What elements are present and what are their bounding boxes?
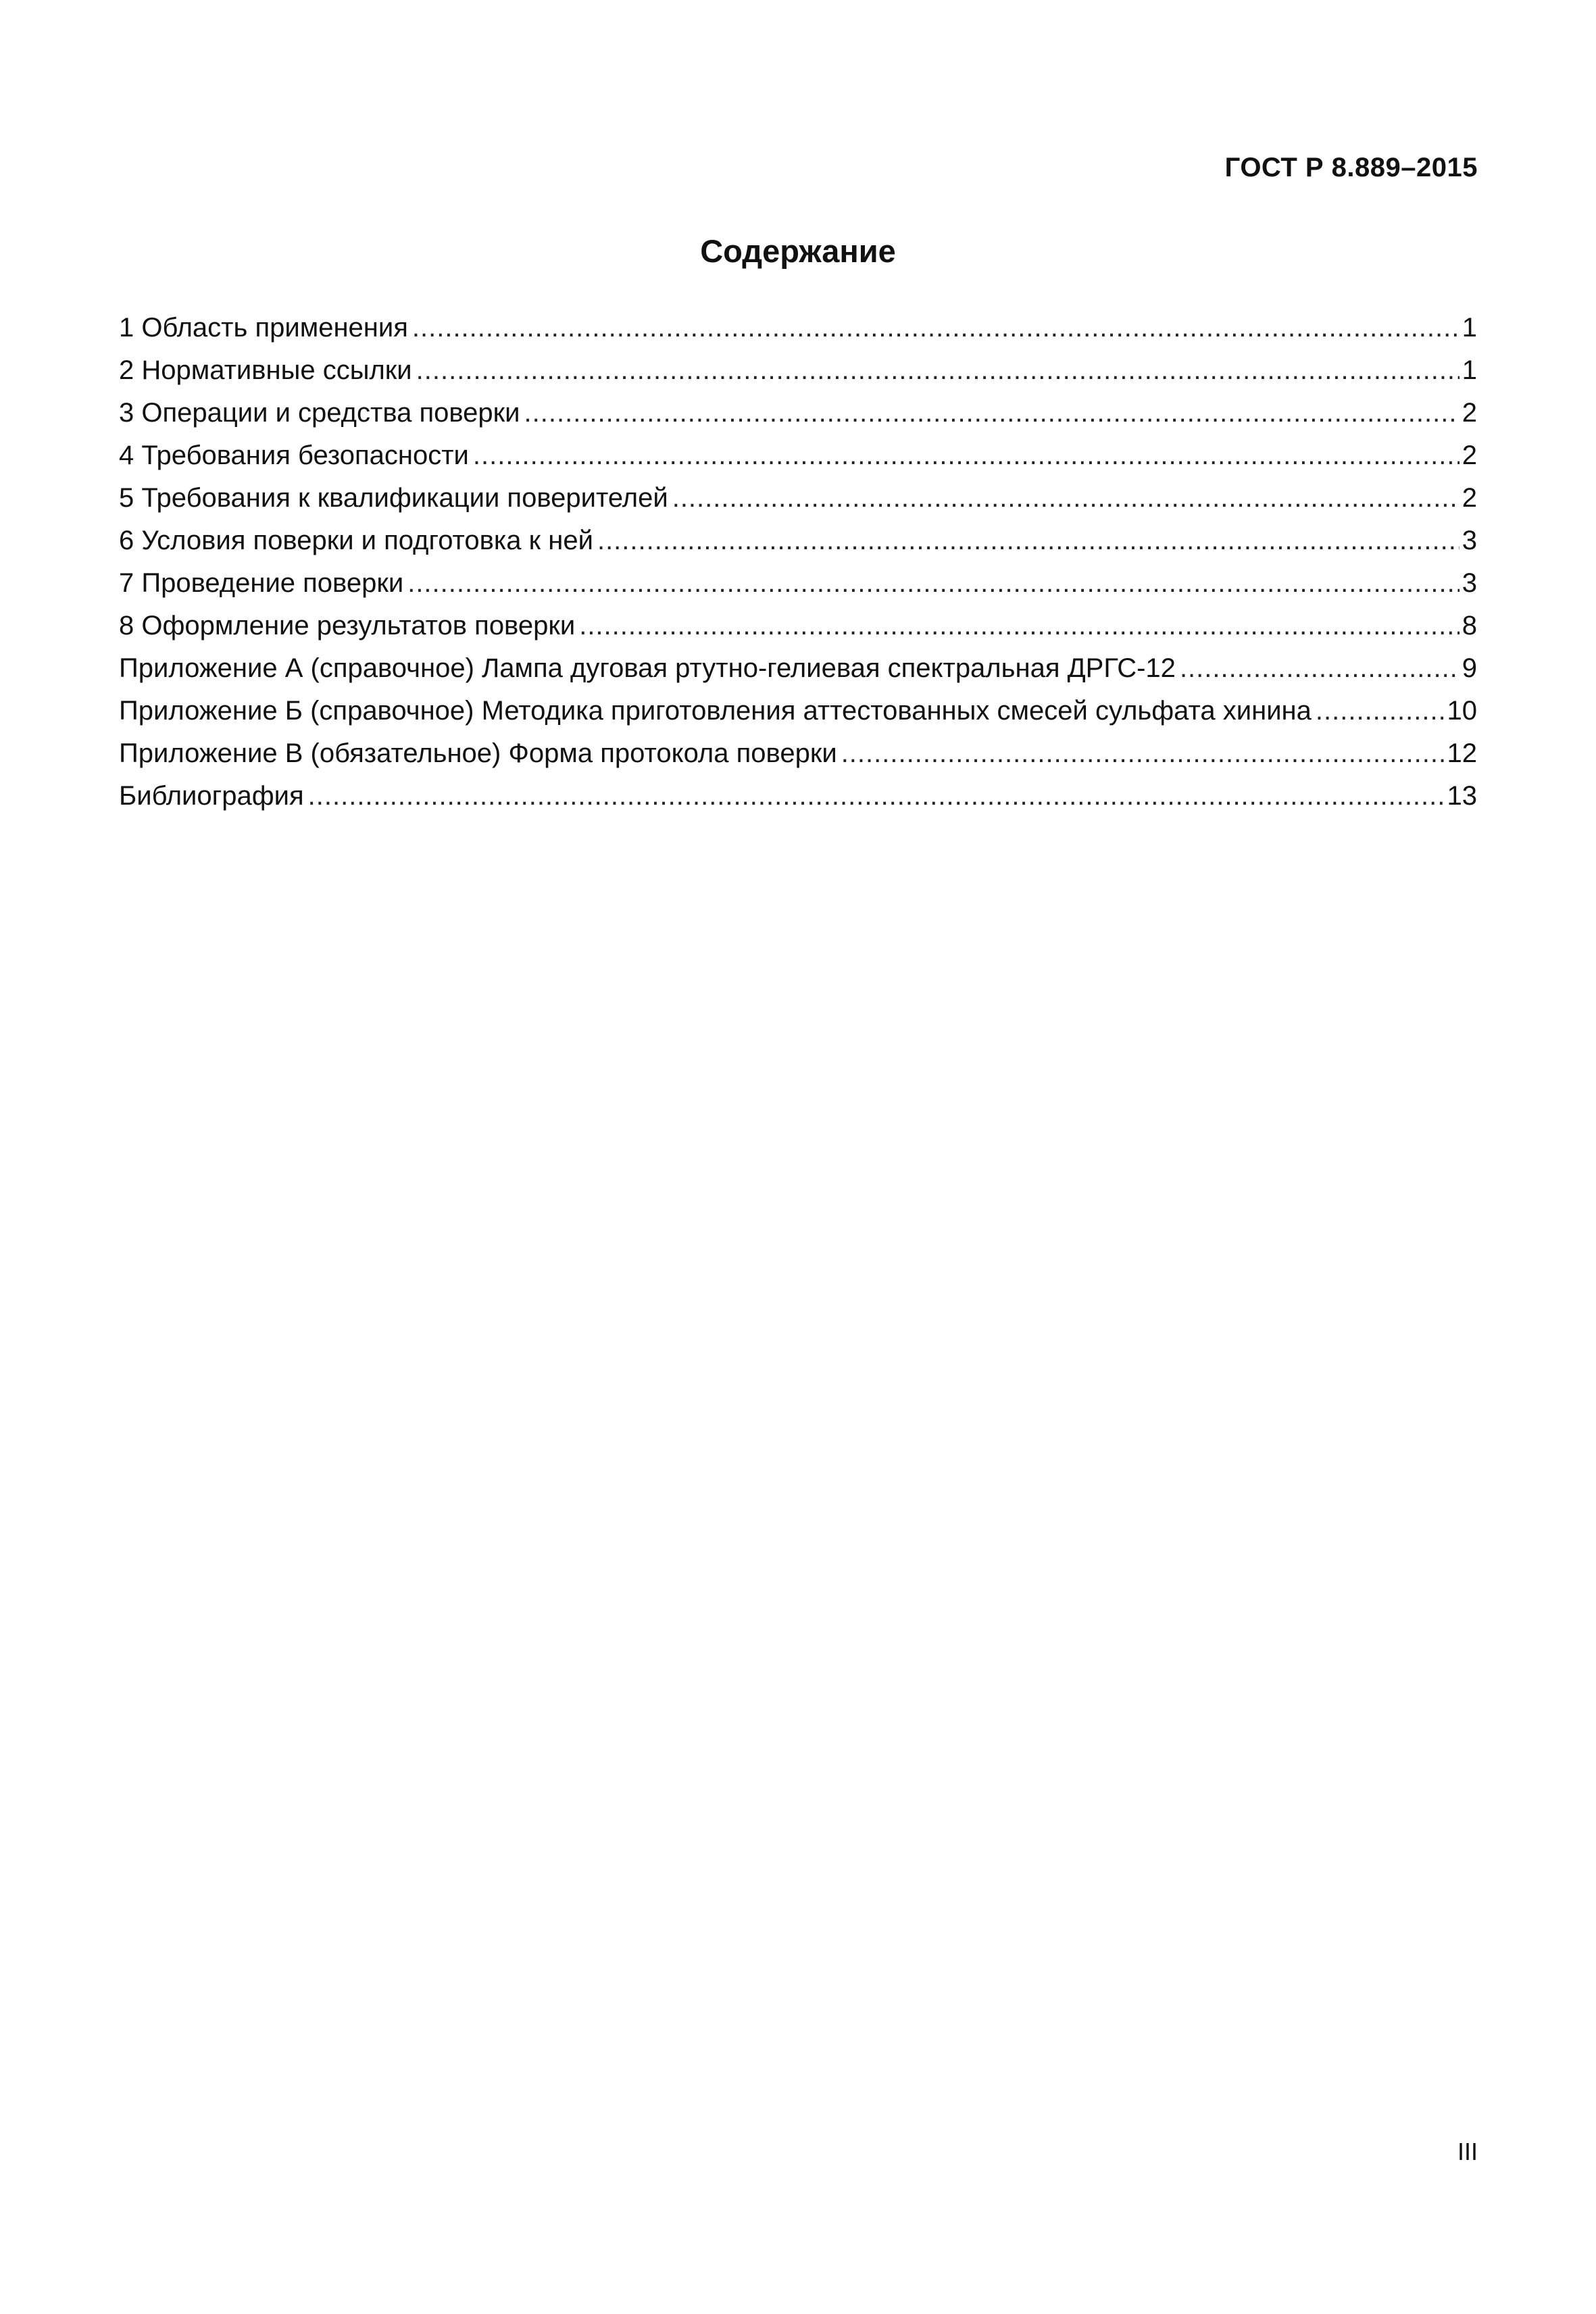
document-code: ГОСТ Р 8.889–2015 xyxy=(1224,153,1478,182)
toc-title: Содержание xyxy=(700,233,896,269)
toc-leader-dots xyxy=(473,441,1460,471)
toc-entry[interactable] xyxy=(119,398,1477,441)
toc-entry-text: 6 Условия поверки и подготовка к ней xyxy=(119,526,593,555)
toc-entry-text: Библиография xyxy=(119,781,304,811)
toc-entry[interactable] xyxy=(119,611,1477,653)
toc-entry[interactable] xyxy=(119,441,1477,483)
toc-leader-dots xyxy=(524,398,1460,428)
toc-entry-page: 1 xyxy=(1462,355,1477,385)
toc-leader-dots xyxy=(416,355,1460,386)
toc-entry-text: Приложение А (справочное) Лампа дуговая ртутно-гелиевая спектральная ДРГС-12 xyxy=(119,653,1176,683)
toc-leader-dots xyxy=(1316,696,1445,726)
toc-leader-dots xyxy=(412,313,1460,343)
toc-entry-text: 3 Операции и средства поверки xyxy=(119,398,520,428)
toc-leader-dots xyxy=(407,568,1460,599)
toc-entry-page: 3 xyxy=(1462,526,1477,555)
toc-entry[interactable] xyxy=(119,738,1477,781)
toc-entry-page: 10 xyxy=(1447,696,1477,726)
toc-entry-page: 2 xyxy=(1462,441,1477,470)
toc-entry-page: 1 xyxy=(1462,313,1477,343)
toc-entry-page: 9 xyxy=(1462,653,1477,683)
toc-entry-text: 5 Требования к квалификации поверителей xyxy=(119,483,668,513)
toc-entry-page: 3 xyxy=(1462,568,1477,598)
toc-leader-dots xyxy=(308,781,1445,811)
toc-entry[interactable] xyxy=(119,483,1477,526)
toc-leader-dots xyxy=(672,483,1460,513)
toc-entry-page: 2 xyxy=(1462,483,1477,513)
toc-entry-text: 1 Область применения xyxy=(119,313,408,343)
toc-entry[interactable] xyxy=(119,696,1477,738)
toc-entry[interactable] xyxy=(119,568,1477,611)
toc-entry-text: 7 Проведение поверки xyxy=(119,568,404,598)
toc-entry[interactable] xyxy=(119,355,1477,398)
toc-entry[interactable] xyxy=(119,526,1477,568)
toc-leader-dots xyxy=(1180,653,1460,684)
toc-leader-dots xyxy=(597,526,1460,556)
toc-entry[interactable] xyxy=(119,313,1477,355)
toc-entry-page: 2 xyxy=(1462,398,1477,428)
toc-leader-dots xyxy=(841,738,1445,769)
toc-entry-text: 4 Требования безопасности xyxy=(119,441,469,470)
page-number: III xyxy=(1457,2138,1478,2165)
toc-entry[interactable] xyxy=(119,781,1477,824)
table-of-contents xyxy=(119,313,1477,824)
toc-entry-text: 8 Оформление результатов поверки xyxy=(119,611,576,640)
toc-entry-page: 12 xyxy=(1447,738,1477,768)
toc-leader-dots xyxy=(579,611,1460,641)
toc-entry-text: Приложение В (обязательное) Форма протокола поверки xyxy=(119,738,837,768)
toc-entry-text: 2 Нормативные ссылки xyxy=(119,355,412,385)
toc-entry-page: 8 xyxy=(1462,611,1477,640)
toc-entry-text: Приложение Б (справочное) Методика приготовления аттестованных смесей сульфата хинина xyxy=(119,696,1312,726)
toc-entry-page: 13 xyxy=(1447,781,1477,811)
toc-entry[interactable] xyxy=(119,653,1477,696)
